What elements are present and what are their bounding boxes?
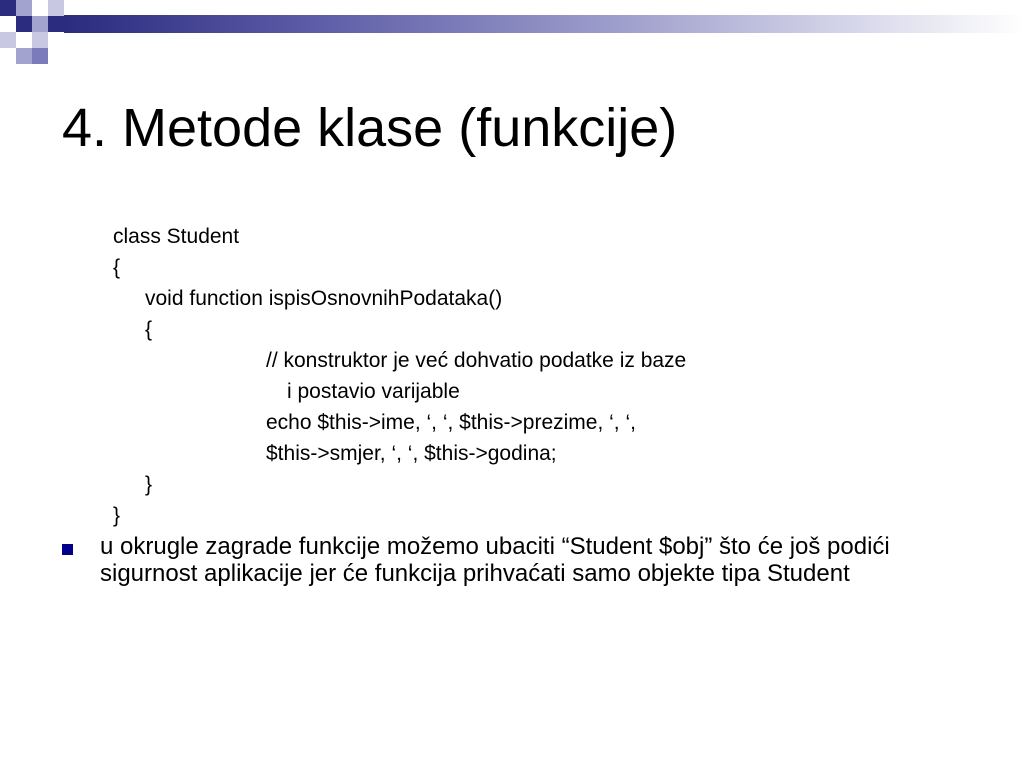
code-line: echo $this->ime, ‘, ‘, $this->prezime, ‘, ‘, xyxy=(266,411,636,434)
deco-square xyxy=(16,48,32,64)
bullet-text: u okrugle zagrade funkcije možemo ubaciti “Student $obj” što će još podići sigurnost aplikacije jer će funkcija prihvaćati samo objekte tipa Student xyxy=(100,533,890,587)
slide-title: 4. Metode klase (funkcije) xyxy=(62,98,678,158)
deco-square xyxy=(48,16,64,32)
code-line: } xyxy=(113,504,121,527)
code-line: class Student xyxy=(113,225,240,248)
code-line: void function ispisOsnovnihPodataka() xyxy=(145,287,503,310)
deco-square xyxy=(32,16,48,32)
deco-square xyxy=(0,0,16,16)
code-line: $this->smjer, ‘, ‘, $this->godina; xyxy=(266,442,557,465)
code-line: } xyxy=(145,473,153,496)
code-line: { xyxy=(145,318,153,341)
code-line: i postavio varijable xyxy=(287,380,460,403)
header-gradient-band xyxy=(64,15,1024,33)
header-decoration xyxy=(0,0,1024,64)
deco-square xyxy=(48,0,64,16)
code-line: // konstruktor je već dohvatio podatke iz baze xyxy=(266,349,687,372)
deco-square xyxy=(16,16,32,32)
code-line: { xyxy=(113,256,121,279)
deco-square xyxy=(16,0,32,16)
deco-square xyxy=(0,32,16,48)
square-bullet-icon xyxy=(62,544,73,555)
deco-square xyxy=(32,48,48,64)
deco-square xyxy=(32,32,48,48)
